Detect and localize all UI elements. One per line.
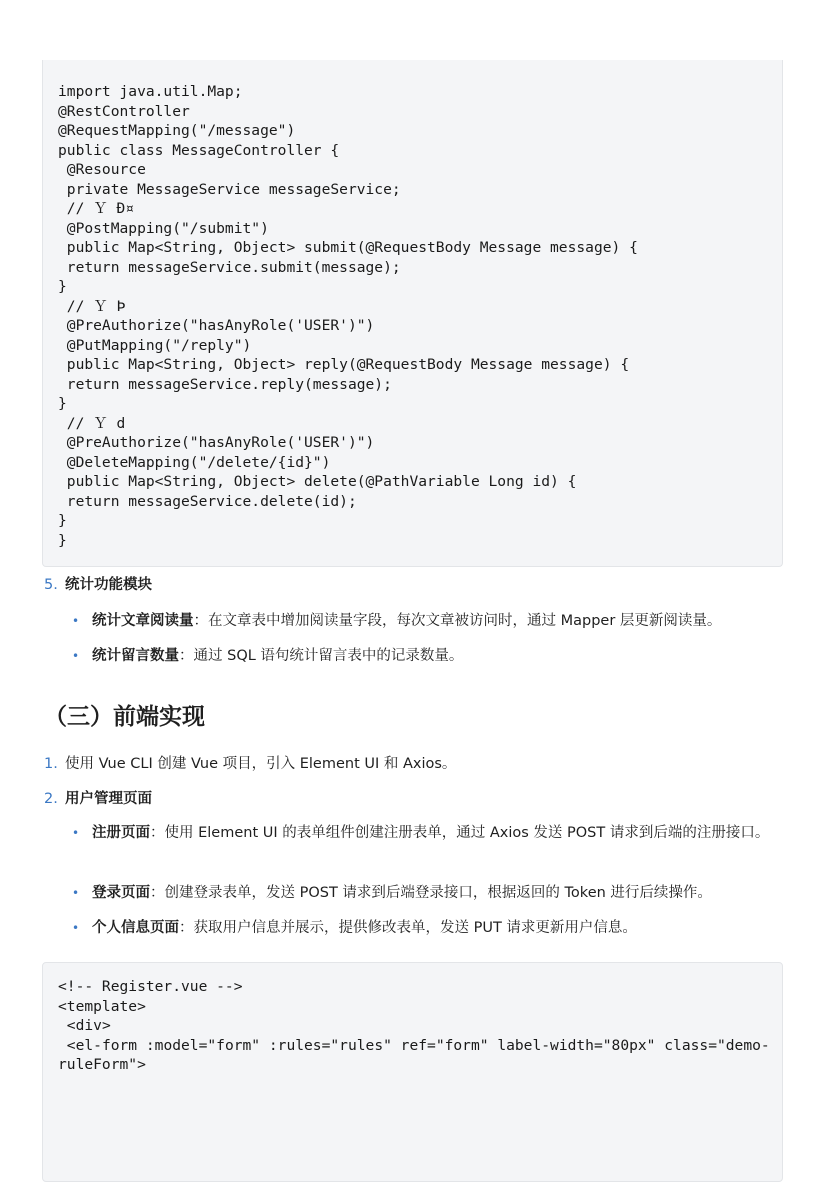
code-block-message-controller <box>42 60 783 567</box>
code-text: <!-- Register.vue --> <template> <div> <el-form :model="form" :rules="rules" ref="form" label-width="80px" class="demo-ruleForm"> <box>58 978 770 1073</box>
list-item-text: 使用 Vue CLI 创建 Vue 项目，引入 Element UI 和 Axios。 <box>65 756 457 772</box>
bullet-dot-icon: • <box>72 614 80 628</box>
bullet-dot-icon: • <box>72 826 80 840</box>
bullet-text: ：在文章表中增加阅读量字段，每次文章被访问时，通过 Mapper 层更新阅读量。 <box>193 613 722 629</box>
bullet-label: 统计留言数量 <box>92 648 179 664</box>
bullet-dot-icon: • <box>72 649 80 663</box>
list-item-title: 统计功能模块 <box>65 577 152 593</box>
bullet-text: ：使用 Element UI 的表单组件创建注册表单，通过 Axios 发送 POST 请求到后端的注册接口。 <box>150 825 770 841</box>
list-item-stats-module <box>44 575 152 595</box>
bullet-label: 个人信息页面 <box>92 920 179 936</box>
bullet-label: 注册页面 <box>92 825 150 841</box>
list-number: 2. <box>44 791 58 807</box>
bullet-label: 登录页面 <box>92 885 150 901</box>
bullet-text: ：获取用户信息并展示，提供修改表单，发送 PUT 请求更新用户信息。 <box>179 920 637 936</box>
code-block-register-vue <box>42 962 783 1182</box>
list-number: 5. <box>44 577 58 593</box>
bullet-label: 统计文章阅读量 <box>92 613 194 629</box>
list-item-title: 用户管理页面 <box>65 791 152 807</box>
list-item-user-management <box>44 789 152 809</box>
list-item-vue-cli <box>44 754 456 774</box>
bullet-text: ：通过 SQL 语句统计留言表中的记录数量。 <box>179 648 464 664</box>
bullet-dot-icon: • <box>72 921 80 935</box>
bullet-dot-icon: • <box>72 886 80 900</box>
list-number: 1. <box>44 756 58 772</box>
section-heading: （三）前端实现 <box>44 704 205 730</box>
code-text: import java.util.Map; @RestController @RequestMapping("/message") public class MessageController { @Resource private MessageService messageService; // Ｙ Ð¤ @PostMapping("/submit") public Map<String, Object> submit(@RequestBody Message message) { return messageService.submit(message); } // Ｙ Þ @PreAuthorize("hasAnyRole('USER')") @PutMapping("/reply") public Map<String, Object> reply(@RequestBody Message message) { return messageService.reply(message); } // Ｙ d @PreAuthorize("hasAnyRole('USER')") @DeleteMapping("/delete/{id}") public Map<String, Object> delete(@PathVariable Long id) { return messageService.delete(id); } } <box>58 83 638 549</box>
bullet-text: ：创建登录表单，发送 POST 请求到后端登录接口，根据返回的 Token 进行后续操作。 <box>150 885 712 901</box>
